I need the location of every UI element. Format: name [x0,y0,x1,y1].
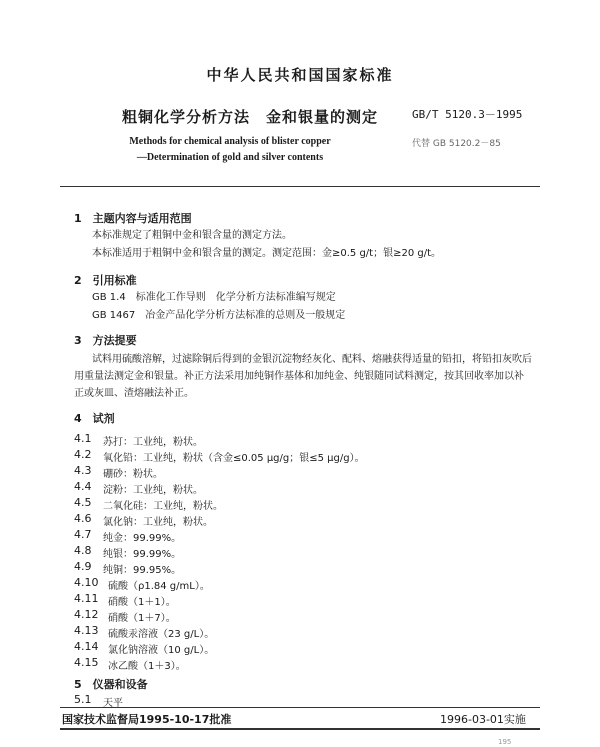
reagent-text: 纯银：99.99%。 [103,549,182,560]
reagent-text: 硫酸（ρ1.84 g/mL）。 [108,581,210,592]
page-number: 195 [498,738,512,746]
reference-gb-1467: GB 1467 冶金产品化学分析方法标准的总则及一般规定 [92,310,346,321]
reagent-text: 冰乙酸（1＋3）。 [108,661,186,672]
reference-gb-1-4: GB 1.4 标准化工作导则 化学分析方法标准编写规定 [92,292,336,303]
reagent-number: 4.3 [74,464,92,477]
section-1-paragraph-1: 本标准规定了粗铜中金和银含量的测定方法。 [92,230,292,241]
replaces-standard: 代替 GB 5120.2－85 [412,139,501,149]
reagent-text: 硼砂：粉状。 [103,469,163,480]
reagent-number: 4.11 [74,592,99,605]
reagent-number: 4.5 [74,496,92,509]
section-5-heading: 5 仪器和设备 [74,678,148,691]
reagent-text: 苏打：工业纯，粉状。 [103,437,203,448]
reagent-number: 4.9 [74,560,92,573]
implementation-date: 1996-03-01实施 [440,713,526,726]
method-summary-line-1: 试料用硫酸溶解，过滤除铜后得到的金银沉淀物经灰化、配料、熔融获得适量的铅扣，将铅扣灰吹后 [92,354,532,365]
document-title-cn: 粗铜化学分析方法 金和银量的测定 [122,108,379,126]
reagent-text: 硫酸汞溶液（23 g/L）。 [108,629,215,640]
reagent-number: 4.15 [74,656,99,669]
reagent-number: 4.2 [74,448,92,461]
standard-number: GB/T 5120.3－1995 [412,108,523,121]
reagent-text: 硝酸（1＋1）。 [108,597,176,608]
footer-divider-bottom [60,728,540,730]
reagent-text: 淀粉：工业纯，粉状。 [103,485,203,496]
section-2-heading: 2 引用标准 [74,274,137,287]
reagent-number: 4.7 [74,528,92,541]
reagent-number: 4.6 [74,512,92,525]
section-1-paragraph-2: 本标准适用于粗铜中金和银含量的测定。测定范围：金≥0.5 g/t；银≥20 g/t。 [92,248,442,259]
reagent-number: 4.13 [74,624,99,637]
section-1-heading: 1 主题内容与适用范围 [74,212,192,225]
section-3-heading: 3 方法提要 [74,334,137,347]
reagent-number: 4.1 [74,432,92,445]
reagent-number: 4.10 [74,576,99,589]
reagent-number: 4.8 [74,544,92,557]
reagent-text: 氧化铅：工业纯，粉状（含金≤0.05 μg/g；银≤5 μg/g）。 [103,453,365,464]
reagent-text: 二氧化硅：工业纯，粉状。 [103,501,223,512]
reagent-text: 纯铜：99.95%。 [103,565,182,576]
document-title-en-line2: —Determination of gold and silver contents [136,152,324,163]
issuing-organization: 中华人民共和国国家标准 [206,66,394,84]
reagent-text: 纯金：99.99%。 [103,533,182,544]
section-4-heading: 4 试剂 [74,412,115,425]
reagent-number: 4.14 [74,640,99,653]
reagent-text: 硝酸（1＋7）。 [108,613,176,624]
document-title-en-line1: Methods for chemical analysis of blister copper [129,136,331,147]
method-summary-line-3: 正或灰皿、渣熔融法补正。 [74,388,194,399]
method-summary-line-2: 用重量法测定金和银量。补正方法采用加纯铜作基体和加纯金、纯银随同试料测定，按其回收率加以补 [74,371,524,382]
footer-divider-top [60,707,540,708]
reagent-number: 4.4 [74,480,92,493]
equipment-text: 天平 [103,698,123,709]
equipment-number: 5.1 [74,693,92,706]
header-divider [60,186,540,187]
reagent-text: 氯化钠溶液（10 g/L）。 [108,645,215,656]
approval-line: 国家技术监督局1995-10-17批准 [62,713,232,726]
reagent-text: 氯化钠：工业纯，粉状。 [103,517,213,528]
reagent-number: 4.12 [74,608,99,621]
